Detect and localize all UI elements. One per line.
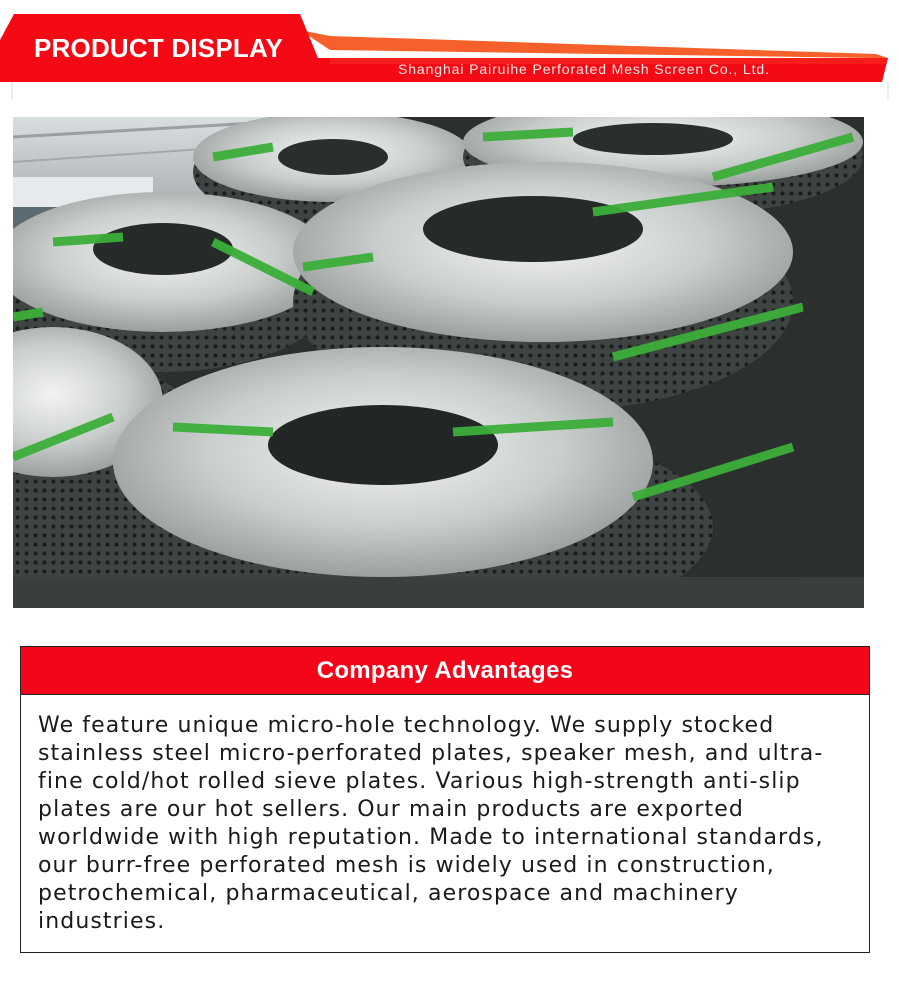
advantages-header (21, 647, 869, 695)
advantages-text: We feature unique micro-hole technology. We supply stocked stainless steel micro-perforated plates, speaker mesh, and ultra-fine cold/hot rolled sieve plates. Various high-strength anti-slip plates are our hot sellers. Our main products are exported worldwide with high reputation. Made to international standards, our burr-free perforated mesh is widely used in construction, petrochemical, pharmaceutical, aerospace and machinery industries. (38, 713, 824, 934)
perforated-steel-coil-photo (13, 117, 864, 608)
product-photo (13, 117, 864, 608)
company-name: Shanghai Pairuihe Perforated Mesh Screen Co., Ltd. (398, 61, 770, 77)
company-advantages-box (20, 646, 870, 953)
header-banner (0, 0, 899, 100)
page-title: PRODUCT DISPLAY (34, 33, 284, 63)
advantages-title: Company Advantages (316, 656, 574, 684)
